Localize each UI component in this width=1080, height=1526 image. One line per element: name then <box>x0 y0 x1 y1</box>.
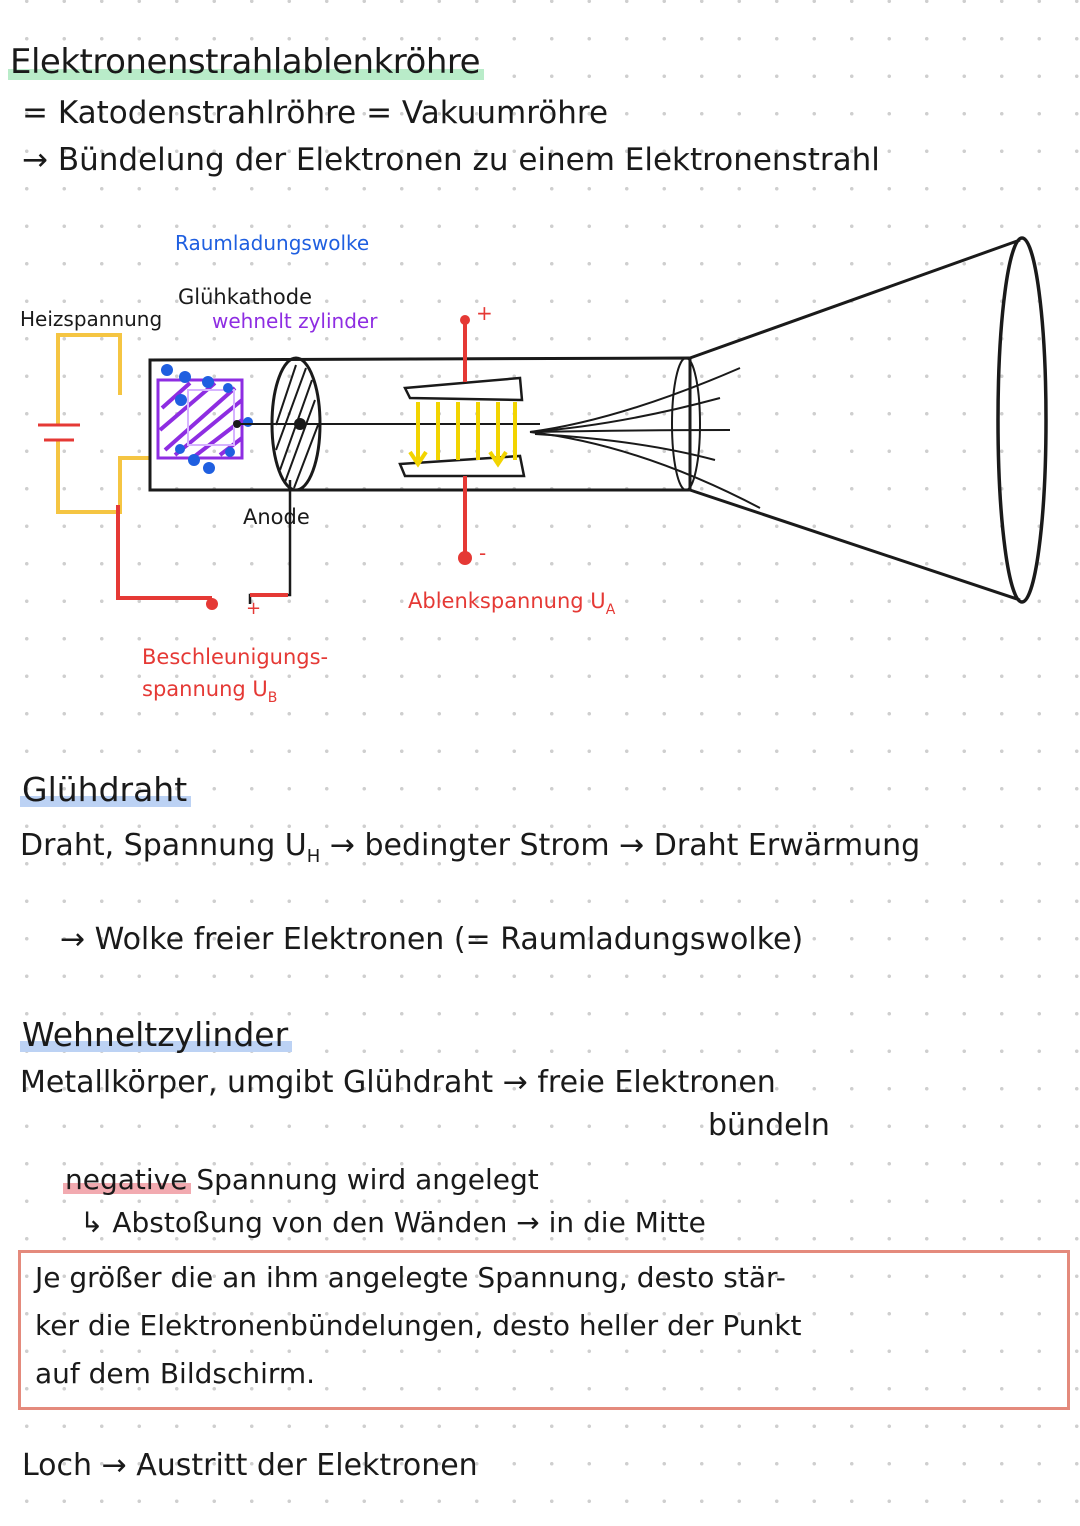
label-acceleration-voltage-1: Beschleunigungs- <box>142 645 329 669</box>
field-arrows <box>410 402 515 464</box>
label-anode: Anode <box>243 505 310 529</box>
funnel-bottom <box>690 490 1020 600</box>
acceleration-voltage-main: spannung U <box>142 677 268 701</box>
label-accel-plus: + <box>246 598 262 619</box>
wehnelt-heading-text: Wehneltzylinder <box>22 1015 289 1054</box>
label-upper-plus: + <box>476 301 493 325</box>
boxed-line2: ker die Elektronenbündelungen, desto heller der Punkt <box>35 1309 802 1342</box>
boxed-conclusion <box>18 1250 1070 1410</box>
terminal-minus-dot <box>206 598 218 610</box>
beam-spot <box>233 420 241 428</box>
label-deflection-voltage <box>408 589 616 618</box>
bundling-line: → Bündelung der Elektronen zu einem Elektronenstrahl <box>22 142 880 178</box>
deflection-voltage-sub: A <box>605 602 616 618</box>
wehnelt-line1: Metallkörper, umgibt Glühdraht → freie Elektronen <box>20 1065 776 1100</box>
label-space-charge-cloud: Raumladungswolke <box>175 231 370 255</box>
acceleration-circuit-left <box>118 505 210 604</box>
label-hot-cathode: Glühkathode <box>178 285 313 309</box>
wehnelt-line3: ↳ Abstoßung von den Wänden → in die Mitte <box>80 1206 706 1239</box>
deflection-voltage-main: Ablenkspannung U <box>408 589 606 613</box>
boxed-line3: auf dem Bildschirm. <box>35 1357 316 1390</box>
screen <box>998 238 1046 602</box>
page-title <box>10 42 480 82</box>
gluehdraht-line1 <box>20 828 920 867</box>
tube-diagram <box>0 220 1080 720</box>
funnel-top <box>690 240 1020 358</box>
acceleration-circuit-right <box>250 480 290 604</box>
acceleration-voltage-sub: B <box>267 690 278 706</box>
wehnelt-line1b: bündeln <box>708 1108 830 1143</box>
section-wehnelt-heading <box>22 1015 288 1054</box>
wehnelt-line2-rest: Spannung wird angelegt <box>187 1163 539 1196</box>
label-heating-voltage: Heizspannung <box>20 307 163 331</box>
gluehdraht-line1-sub: H <box>306 846 321 867</box>
label-wehnelt-cylinder: wehnelt zylinder <box>212 309 378 333</box>
gluehdraht-heading-text: Glühdraht <box>22 770 188 809</box>
gluehdraht-line2: → Wolke freier Elektronen (= Raumladungswolke) <box>60 922 804 957</box>
synonyms-line: = Katodenstrahlröhre = Vakuumröhre <box>22 95 609 131</box>
gluehdraht-line1-rest: → bedingter Strom → Draht Erwärmung <box>320 828 921 863</box>
loch-line: Loch → Austritt der Elektronen <box>22 1448 478 1483</box>
title-text: Elektronenstrahlablenkröhre <box>10 42 481 82</box>
negative-word: negative <box>65 1163 188 1196</box>
section-gluehdraht-heading <box>22 770 187 809</box>
label-acceleration-voltage-2 <box>142 677 277 706</box>
gluehdraht-line1-main: Draht, Spannung U <box>20 828 307 863</box>
label-lower-minus: - <box>479 541 487 565</box>
upper-terminal <box>460 315 470 325</box>
boxed-line1: Je größer die an ihm angelegte Spannung, desto stär- <box>35 1261 786 1294</box>
wehnelt-line2 <box>65 1163 539 1196</box>
lower-terminal <box>458 551 472 565</box>
deflected-beams <box>530 368 760 508</box>
